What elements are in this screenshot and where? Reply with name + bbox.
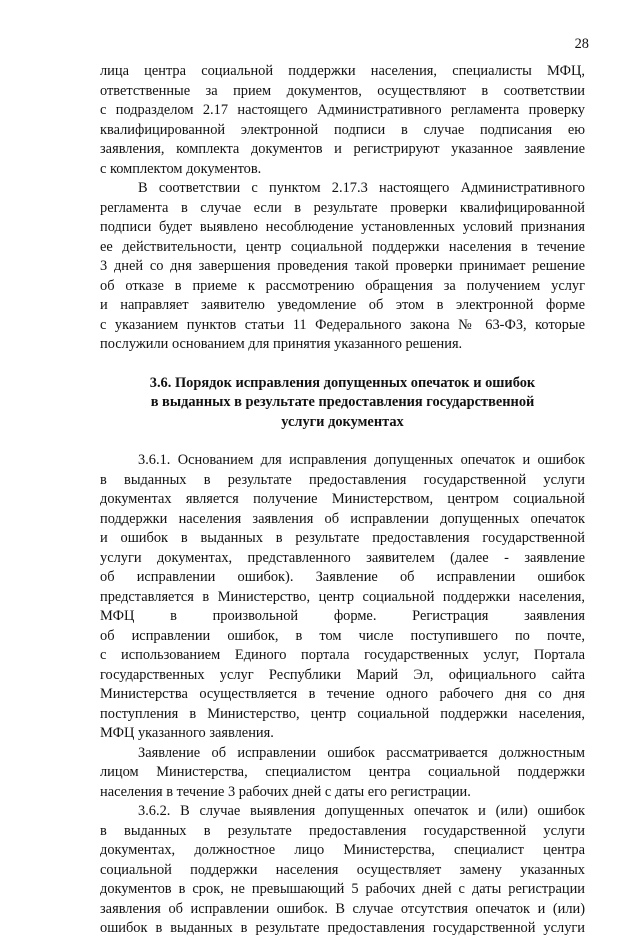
text-line: с подразделом 2.17 настоящего Административного регламента проверку bbox=[100, 102, 585, 118]
document-body bbox=[100, 62, 585, 939]
text-line: заявления об исправлении ошибок. В случае отсутствия опечаток и (или) bbox=[100, 900, 585, 917]
text-line: с использованием Единого портала государственных услуг, Портала bbox=[100, 647, 585, 663]
text-line: государственных услуг Республики Марий Эл, официального сайта bbox=[100, 666, 585, 683]
text-line: 3.6.1. Основанием для исправления допущенных опечаток и ошибок bbox=[138, 452, 585, 468]
section-heading bbox=[100, 374, 585, 433]
text-line: документов в срок, не превышающий 5 рабочих дней с даты регистрации bbox=[100, 881, 585, 897]
heading-line: в выданных в результате предоставления государственной bbox=[150, 394, 535, 410]
text-line: послужили основанием для принятия указанного решения. bbox=[100, 336, 463, 352]
text-line: Министерства осуществляется в течение одного рабочего дня со дня bbox=[100, 686, 585, 702]
paragraph-3 bbox=[100, 451, 585, 744]
text-line: документах является получение Министерством, центром социальной bbox=[100, 491, 585, 507]
text-line: квалифицированной электронной подписи в случае подписания ею bbox=[100, 121, 585, 138]
text-line: об исправлении ошибок, в том числе поступившего по почте, bbox=[100, 627, 585, 644]
text-line: социальной поддержки населения осуществляет замену указанных bbox=[100, 861, 585, 878]
text-line: и ошибок в выданных в результате предоставления государственной bbox=[100, 530, 585, 546]
text-line: поддержки населения заявления об исправлении допущенных опечаток bbox=[100, 510, 585, 527]
text-line: документах, должностное лицо Министерства, специалист центра bbox=[100, 842, 585, 858]
text-line: ответственные за прием документов, осуществляют в соответствии bbox=[100, 82, 585, 99]
page-number: 28 bbox=[574, 36, 589, 52]
text-line: лицом Министерства, специалистом центра социальной поддержки bbox=[100, 764, 585, 780]
text-line: представляется в Министерство, центр социальной поддержки населения, bbox=[100, 588, 585, 605]
text-line: МФЦ указанного заявления. bbox=[100, 725, 274, 741]
text-line: в выданных в результате предоставления государственной услуги bbox=[100, 822, 585, 839]
paragraph-4 bbox=[100, 744, 585, 803]
paragraph-1 bbox=[100, 62, 585, 179]
paragraph-2 bbox=[100, 179, 585, 355]
text-line: поступления в Министерство, центр социальной поддержки населения, bbox=[100, 705, 585, 722]
text-line: с указанием пунктов статьи 11 Федерального закона № 63-ФЗ, которые bbox=[100, 316, 585, 333]
heading-line: 3.6. Порядок исправления допущенных опечаток и ошибок bbox=[149, 374, 536, 391]
text-line: МФЦ в произвольной форме. Регистрация заявления bbox=[100, 608, 585, 624]
text-line: заявления, комплекта документов и регистрируют указанное заявление bbox=[100, 141, 585, 157]
text-line: об отказе в приеме к рассмотрению обращения за получением услуг bbox=[100, 277, 585, 294]
text-line: подписи будет выявлено несоблюдение установленных условий признания bbox=[100, 219, 585, 235]
text-line: 3 дней со дня завершения проведения такой проверки принимает решение bbox=[100, 258, 585, 274]
text-line: услуги документах, представленного заявителем (далее - заявление bbox=[100, 549, 585, 566]
heading-line: услуги документах bbox=[281, 413, 404, 430]
text-line: ее действительности, центр социальной поддержки населения в течение bbox=[100, 238, 585, 255]
text-line: об исправлении ошибок). Заявление об исправлении ошибок bbox=[100, 569, 585, 585]
text-line: населения в течение 3 рабочих дней с даты его регистрации. bbox=[100, 783, 471, 800]
text-line: с комплектом документов. bbox=[100, 160, 262, 177]
text-line: ошибок в выданных в результате предоставления государственной услуги bbox=[100, 920, 585, 936]
text-line: и направляет заявителю уведомление об этом в электронной форме bbox=[100, 297, 585, 313]
text-line: 3.6.2. В случае выявления допущенных опечаток и (или) ошибок bbox=[138, 803, 585, 819]
text-line: в выданных в результате предоставления государственной услуги bbox=[100, 471, 585, 488]
paragraph-5 bbox=[100, 802, 585, 939]
text-line: лица центра социальной поддержки населения, специалисты МФЦ, bbox=[100, 63, 585, 79]
text-line: Заявление об исправлении ошибок рассматривается должностным bbox=[138, 744, 585, 761]
text-line: В соответствии с пунктом 2.17.3 настоящего Административного bbox=[138, 180, 585, 196]
text-line: регламента в случае если в результате проверки квалифицированной bbox=[100, 199, 585, 216]
